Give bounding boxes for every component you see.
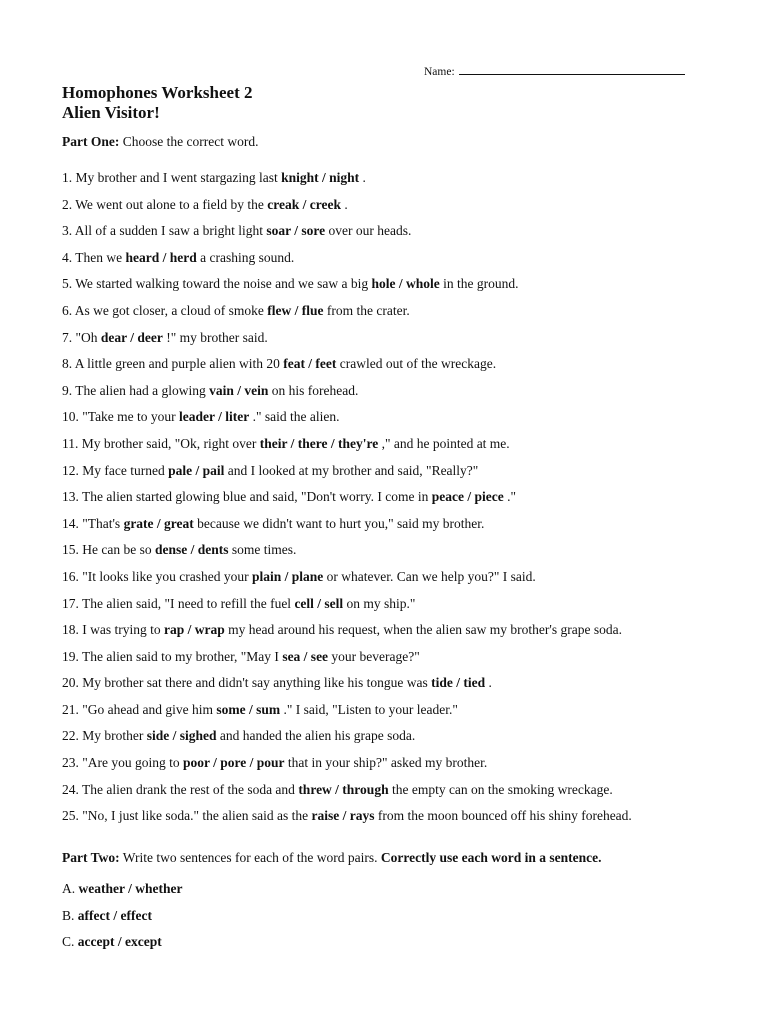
question-text-end: from the crater. [323, 302, 410, 318]
question-text: 19. The alien said to my brother, "May I [62, 648, 283, 664]
part-two-heading [62, 849, 601, 867]
question-text-end: over our heads. [325, 223, 412, 239]
name-field [424, 64, 685, 78]
pair-words: accept / except [77, 934, 162, 949]
question-text: 9. The alien had a glowing [62, 382, 210, 398]
word-choice[interactable]: dense / dents [154, 542, 229, 558]
question-item [62, 513, 752, 540]
question-item [62, 273, 752, 300]
pair-words: weather / whether [78, 881, 183, 896]
question-text-end: . [340, 196, 348, 212]
word-choice[interactable]: hole / whole [371, 276, 440, 292]
word-choice[interactable]: leader / liter [179, 409, 250, 425]
word-choice[interactable]: soar / sore [266, 223, 326, 239]
title-line-1: Homophones Worksheet 2 [62, 83, 253, 102]
question-text-end: and I looked at my brother and said, "Really?" [224, 462, 479, 478]
question-text: 20. My brother sat there and didn't say anything like his tongue was [62, 675, 432, 691]
question-text: 11. My brother said, "Ok, right over [62, 435, 260, 451]
question-text-end: that in your ship?" asked my brother. [284, 755, 488, 771]
question-text: 10. "Take me to your [62, 409, 180, 425]
word-pair-item [62, 931, 182, 958]
question-list [62, 167, 752, 832]
question-text-end: ." [503, 489, 516, 505]
question-item [62, 194, 752, 221]
question-text-end: crawled out of the wreckage. [336, 356, 497, 372]
question-text-end: on my ship." [343, 595, 416, 611]
word-choice[interactable]: heard / herd [125, 249, 197, 265]
question-text-end: . [485, 675, 492, 691]
question-text: 23. "Are you going to [62, 755, 183, 771]
word-choice[interactable]: their / there / they're [259, 435, 379, 451]
question-text: 17. The alien said, "I need to refill the fuel [62, 595, 295, 611]
question-text: 8. A little green and purple alien with 20 [62, 356, 284, 372]
question-item [62, 220, 752, 247]
question-text-end: ," and he pointed at me. [378, 435, 510, 451]
worksheet-title [62, 83, 253, 123]
question-text: 25. "No, I just like soda." the alien said as the [62, 808, 312, 824]
question-text-end: ." I said, "Listen to your leader." [280, 701, 458, 717]
question-item [62, 566, 752, 593]
word-pair-item [62, 905, 182, 932]
pair-letter: A. [62, 881, 79, 896]
question-item [62, 406, 752, 433]
question-text-end: your beverage?" [328, 648, 420, 664]
word-choice[interactable]: vain / vein [209, 382, 269, 398]
question-text: 21. "Go ahead and give him [62, 701, 217, 717]
word-choice[interactable]: threw / through [298, 781, 389, 797]
question-text: 4. Then we [62, 249, 126, 265]
question-text-end: . [359, 170, 366, 185]
title-line-2: Alien Visitor! [62, 103, 160, 122]
question-text-end: some times. [228, 542, 297, 558]
part-two-emphasis: Correctly use each word in a sentence. [380, 850, 602, 865]
question-text-end: from the moon bounced off his shiny forehead. [374, 808, 632, 824]
word-choice[interactable]: pale / pail [168, 462, 225, 478]
word-choice[interactable]: poor / pore / pour [183, 755, 285, 771]
pair-letter: C. [62, 934, 78, 949]
word-pair-item [62, 878, 182, 905]
word-choice[interactable]: side / sighed [146, 728, 217, 744]
question-text-end: or whatever. Can we help you?" I said. [323, 568, 536, 584]
question-item [62, 725, 752, 752]
question-item [62, 805, 752, 832]
question-text-end: because we didn't want to hurt you," said my brother. [193, 515, 485, 531]
question-item [62, 672, 752, 699]
question-item [62, 353, 752, 380]
word-choice[interactable]: feat / feet [283, 356, 337, 372]
question-text: 16. "It looks like you crashed your [62, 568, 252, 584]
question-text-end: !" my brother said. [162, 329, 268, 345]
question-text-end: ." said the alien. [249, 409, 340, 425]
question-text: 7. "Oh [62, 329, 101, 345]
question-item [62, 167, 752, 194]
question-item [62, 593, 752, 620]
word-choice[interactable]: grate / great [123, 515, 194, 531]
question-text: 24. The alien drank the rest of the soda and [62, 781, 299, 797]
question-item [62, 433, 752, 460]
question-text: 5. We started walking toward the noise and we saw a big [62, 276, 372, 292]
question-text: 13. The alien started glowing blue and said, "Don't worry. I come in [62, 489, 432, 505]
question-text-end: and handed the alien his grape soda. [216, 728, 416, 744]
word-choice[interactable]: tide / tied [431, 675, 486, 691]
pair-words: affect / effect [77, 907, 152, 923]
question-text-end: in the ground. [439, 276, 519, 292]
question-item [62, 486, 752, 513]
word-choice[interactable]: knight / night [281, 170, 360, 185]
question-item [62, 699, 752, 726]
question-text: 3. All of a sudden I saw a bright light [62, 223, 267, 239]
question-text: 2. We went out alone to a field by the [62, 196, 268, 212]
question-item [62, 539, 752, 566]
pair-letter: B. [62, 907, 78, 923]
question-item [62, 460, 752, 487]
word-choice[interactable]: dear / deer [100, 329, 163, 345]
question-item [62, 752, 752, 779]
question-text-end: the empty can on the smoking wreckage. [388, 781, 613, 797]
question-item [62, 646, 752, 673]
word-choice[interactable]: creak / creek [267, 196, 341, 212]
word-choice[interactable]: sea / see [282, 648, 329, 664]
word-choice[interactable]: plain / plane [251, 568, 324, 584]
question-text: 1. My brother and I went stargazing last [62, 170, 282, 185]
word-choice[interactable]: peace / piece [431, 489, 504, 505]
question-text: 22. My brother [62, 728, 147, 744]
question-item [62, 300, 752, 327]
question-item [62, 619, 752, 646]
word-choice[interactable]: rap / wrap [164, 622, 225, 638]
part-two-instruction: Write two sentences for each of the word pairs. [119, 850, 381, 865]
word-choice[interactable]: some / sum [216, 701, 281, 717]
question-item [62, 380, 752, 407]
part-one-heading [62, 133, 258, 151]
question-text: 14. "That's [62, 515, 124, 531]
word-pair-list [62, 878, 182, 958]
name-blank-line[interactable] [459, 64, 685, 75]
question-text: 18. I was trying to [62, 622, 164, 638]
part-one-instruction: Choose the correct word. [122, 134, 259, 149]
word-choice[interactable]: raise / rays [311, 808, 375, 824]
question-text-end: my head around his request, when the alien saw my brother's grape soda. [224, 622, 622, 638]
question-text: 6. As we got closer, a cloud of smoke [62, 302, 268, 318]
question-text: 12. My face turned [62, 462, 169, 478]
part-two-label: Part Two: [62, 850, 120, 865]
name-label: Name: [424, 66, 455, 78]
question-text: 15. He can be so [62, 542, 155, 558]
question-item [62, 779, 752, 806]
question-text-end: on his forehead. [268, 382, 359, 398]
question-item [62, 327, 752, 354]
word-choice[interactable]: cell / sell [294, 595, 344, 611]
question-item [62, 247, 752, 274]
question-text-end: a crashing sound. [196, 249, 295, 265]
part-one-label: Part One: [62, 134, 120, 149]
word-choice[interactable]: flew / flue [267, 302, 324, 318]
